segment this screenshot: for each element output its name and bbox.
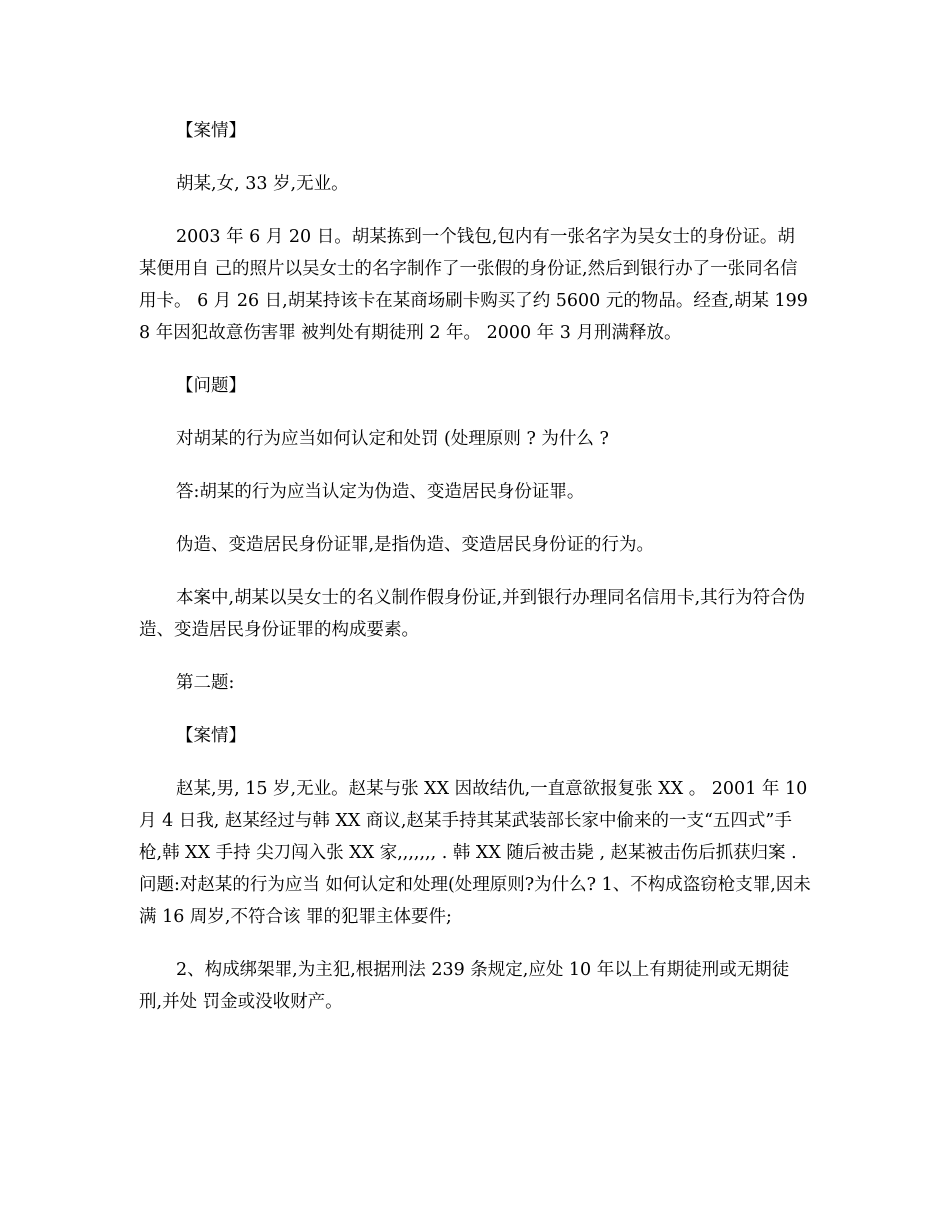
paragraph-case-two-conclusion: 2、构成绑架罪,为主犯,根据刑法 239 条规定,应处 10 年以上有期徒刑或无期徒刑,并处 罚金或没收财产。 (139, 960, 790, 1012)
section-heading-question-two: 第二题: (176, 673, 235, 693)
paragraph-answer: 答:胡某的行为应当认定为伪造、变造居民身份证罪。 (176, 482, 585, 502)
paragraph-case-facts: 2003 年 6 月 20 日。胡某拣到一个钱包,包内有一张名字为吴女士的身份证。胡某便用自 己的照片以吴女士的名字制作了一张假的身份证,然后到银行办了一张同名信用卡。 6 月 26 日,胡某持该卡在某商场刷卡购买了约 5600 元的物品。经查,胡某 1998 年因犯故意伤害罪 被判处有期徒刑 2 年。 2000 年 3 月刑满释放。 (139, 227, 808, 343)
document-body (139, 115, 811, 1039)
section-heading-case: 【案情】 (176, 121, 246, 141)
paragraph-case-two-facts: 赵某,男, 15 岁,无业。赵某与张 XX 因故结仇,一直意欲报复张 XX 。 2001 年 10 月 4 日我, 赵某经过与韩 XX 商议,赵某手持其某武装部长家中偷来的一支“五四式”手枪,韩 XX 手持 尖刀闯入张 XX 家,,,,,,, . 韩 XX 随后被击毙 , 赵某被击伤后抓获归案 . 问题:对赵某的行为应当 如何认定和处理(处理原则?为什么? 1、不构成盗窃枪支罪,因未满 16 周岁,不符合该 罪的犯罪主体要件; (139, 779, 811, 927)
section-heading-case-two: 【案情】 (176, 726, 246, 746)
paragraph-question: 对胡某的行为应当如何认定和处罚 (处理原则 ? 为什么 ? (176, 429, 609, 449)
paragraph-analysis: 本案中,胡某以吴女士的名义制作假身份证,并到银行办理同名信用卡,其行为符合伪 造、变造居民身份证罪的构成要素。 (139, 588, 806, 640)
paragraph-definition: 伪造、变造居民身份证罪,是指伪造、变造居民身份证的行为。 (176, 535, 655, 555)
section-heading-question: 【问题】 (176, 376, 246, 396)
paragraph-suspect-info: 胡某,女, 33 岁,无业。 (176, 174, 349, 194)
